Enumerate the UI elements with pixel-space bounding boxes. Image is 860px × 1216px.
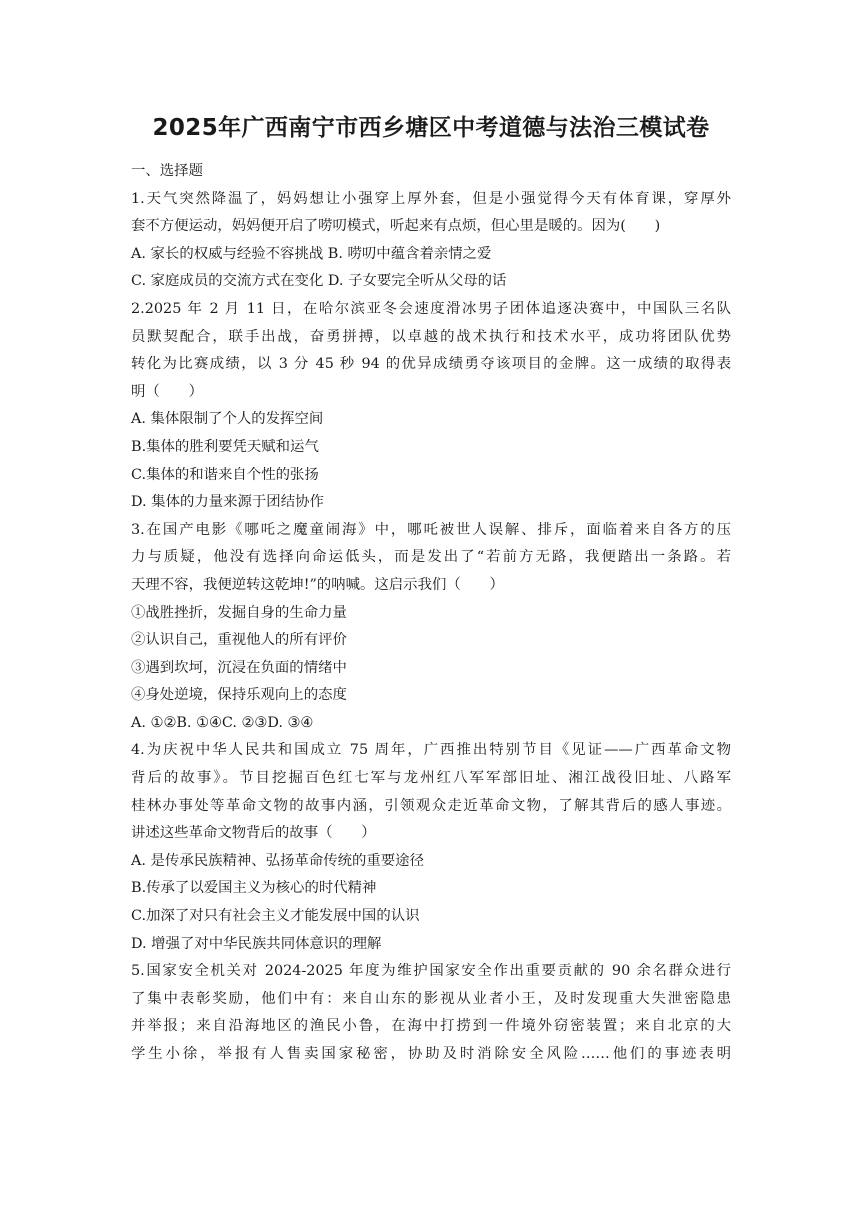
question-stem-line: 套不方便运动，妈妈便开启了唠叨模式，听起来有点烦，但心里是暖的。因为( )	[131, 218, 661, 235]
question-stem-line: 5.国家安全机关对 2024-2025 年度为维护国家安全作出重要贡献的 90 余名群众进行	[131, 963, 731, 980]
answer-option: B.传承了以爱国主义为核心的时代精神	[131, 880, 377, 897]
question-1	[131, 186, 731, 296]
answer-option: ④身处逆境，保持乐观向上的态度	[131, 687, 347, 704]
question-stem-line: 力与质疑，他没有选择向命运低头，而是发出了“若前方无路，我便踏出一条路。若	[131, 549, 731, 566]
answer-option: ③遇到坎坷，沉浸在负面的情绪中	[131, 659, 347, 676]
question-5	[131, 958, 731, 1068]
answer-option: C.加深了对只有社会主义才能发展中国的认识	[131, 908, 420, 925]
question-4	[131, 737, 731, 958]
question-stem-line: 2.2025 年 2 月 11 日，在哈尔滨亚冬会速度滑冰男子团体追逐决赛中，中国队三名队	[131, 300, 731, 317]
answer-option: D. 集体的力量来源于团结协作	[131, 494, 324, 511]
question-stem-line: 4.为庆祝中华人民共和国成立 75 周年，广西推出特别节目《见证——广西革命文物	[131, 742, 731, 759]
answer-option: D. 增强了对中华民族共同体意识的理解	[131, 935, 382, 952]
question-stem-line: 学生小徐，举报有人售卖国家秘密，协助及时消除安全风险……他们的事迹表明	[131, 1046, 731, 1062]
question-stem-line: 桂林办事处等革命文物的故事内涵，引领观众走近革命文物，了解其背后的感人事迹。	[131, 797, 731, 814]
question-stem-line: 员默契配合，联手出战，奋勇拼搏，以卓越的战术执行和技术水平，成功将团队优势	[131, 328, 731, 345]
question-stem-line: 明（ ）	[131, 383, 203, 400]
question-stem-line: 了集中表彰奖励，他们中有：来自山东的影视从业者小王，及时发现重大失泄密隐患	[131, 990, 731, 1007]
answer-option: ①战胜挫折，发掘自身的生命力量	[131, 604, 347, 621]
answer-option: A. ①②B. ①④C. ②③D. ③④	[131, 714, 314, 731]
answer-option: B.集体的胜利要凭天赋和运气	[131, 438, 319, 455]
question-stem-line: 1.天气突然降温了，妈妈想让小强穿上厚外套，但是小强觉得今天有体育课，穿厚外	[131, 190, 731, 207]
answer-option: A. 家长的权威与经验不容挑战 B. 唠叨中蕴含着亲情之爱	[131, 245, 492, 262]
question-stem-line: 转化为比赛成绩，以 3 分 45 秒 94 的优异成绩勇夺该项目的金牌。这一成绩的取得表	[131, 356, 731, 373]
answer-option: C.集体的和谐来自个性的张扬	[131, 466, 319, 483]
section-heading: 一、选择题	[131, 163, 203, 179]
question-stem-line: 3.在国产电影《哪吒之魔童闹海》中，哪吒被世人误解、排斥，面临着来自各方的压	[131, 521, 731, 538]
question-3	[131, 517, 731, 738]
question-stem-line: 讲述这些革命文物背后的故事（ ）	[131, 825, 376, 842]
question-stem-line: 背后的故事》。节目挖掘百色红七军与龙州红八军军部旧址、湘江战役旧址、八路军	[131, 770, 731, 787]
page-title: 2025年广西南宁市西乡塘区中考道德与法治三模试卷	[152, 115, 710, 141]
answer-option: C. 家庭成员的交流方式在变化 D. 子女要完全听从父母的话	[131, 273, 507, 290]
question-stem-line: 并举报；来自沿海地区的渔民小鲁，在海中打捞到一件境外窃密装置；来自北京的大	[131, 1018, 731, 1035]
answer-option: A. 是传承民族精神、弘扬革命传统的重要途径	[131, 852, 424, 869]
exam-page	[131, 112, 731, 1069]
question-2	[131, 296, 731, 517]
answer-option: ②认识自己，重视他人的所有评价	[131, 632, 347, 649]
question-stem-line: 天理不容，我便逆转这乾坤!”的呐喊。这启示我们（ ）	[131, 576, 504, 593]
answer-option: A. 集体限制了个人的发挥空间	[131, 411, 324, 428]
